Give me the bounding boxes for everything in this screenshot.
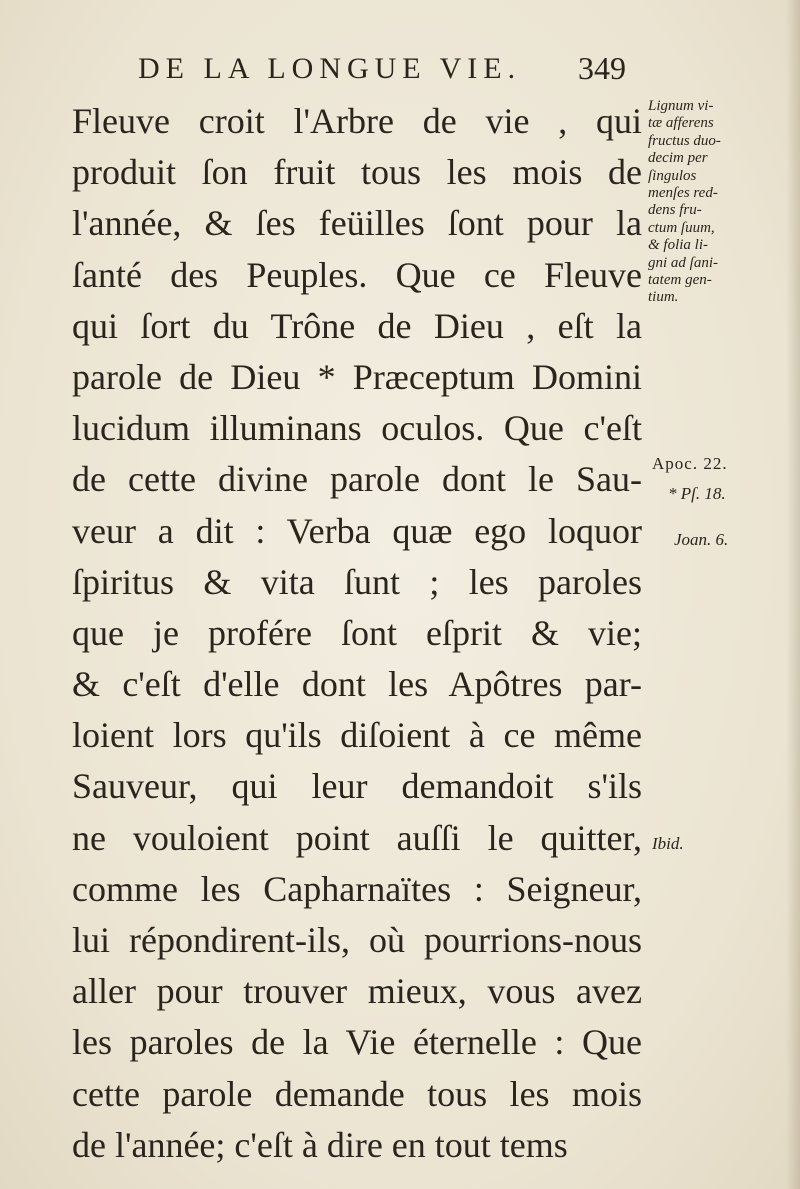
text-line: loient lors qu'ils diſoient à ce même	[72, 715, 642, 756]
text-line: cette parole demande tous les mois	[72, 1073, 642, 1114]
text-line: produit ſon fruit tous les mois de	[72, 152, 642, 193]
margin-note-line: fructus duo-	[648, 132, 721, 149]
margin-ref-apoc: Apoc. 22.	[652, 454, 728, 473]
margin-ref-ps: * Pſ. 18.	[668, 484, 726, 503]
text-line: que je profére ſont eſprit & vie;	[72, 612, 642, 653]
margin-note-line: Lignum vi-	[648, 98, 714, 114]
margin-note-line: ſingulos	[648, 167, 697, 184]
margin-note-line: dens fru-	[648, 202, 702, 219]
margin-note-line: tium.	[648, 289, 679, 306]
page-number: 349	[578, 50, 626, 86]
text-line: Sauveur, qui leur demandoit s'ils	[72, 766, 642, 807]
margin-note-line: tatem gen-	[648, 272, 712, 289]
header-title: DE LA LONGUE VIE.	[138, 52, 522, 85]
margin-note-line: ctum ſuum,	[648, 219, 715, 236]
page-edge-shadow	[786, 0, 800, 1189]
text-line: parole de Dieu * Præceptum Domini	[72, 356, 642, 397]
text-line: de cette divine parole dont le Sau-	[72, 459, 642, 500]
text-line: qui ſort du Trône de Dieu , eſt la	[72, 305, 642, 346]
text-line: ne vouloient point auſſi le quitter,	[72, 817, 642, 858]
margin-note-line: menſes red-	[648, 185, 718, 202]
text-line: ſanté des Peuples. Que ce Fleuve	[72, 254, 642, 295]
margin-note-line: & folia li-	[648, 237, 708, 254]
text-line: lucidum illuminans oculos. Que c'eſt	[72, 408, 642, 449]
margin-note	[648, 98, 768, 307]
text-line: & c'eſt d'elle dont les Apôtres par-	[72, 664, 642, 705]
text-line: l'année, & ſes feüilles ſont pour la	[72, 203, 642, 244]
text-line: veur a dit : Verba quæ ego loquor	[72, 510, 642, 551]
margin-ref-ibid: Ibid.	[652, 834, 684, 853]
margin-note-line: decim per	[648, 150, 708, 167]
margin-note-line: gni ad ſani-	[648, 254, 718, 271]
text-line: lui répondirent-ils, où pourrions-nous	[72, 920, 642, 960]
text-line: de l'année; c'eſt à dire en tout tems	[72, 1124, 568, 1165]
text-line: Fleuve croit l'Arbre de vie , qui	[72, 101, 642, 141]
text-line: les paroles de la Vie éternelle : Que	[72, 1022, 642, 1063]
text-line: comme les Capharnaïtes : Seigneur,	[72, 868, 642, 909]
main-text	[72, 96, 642, 1171]
margin-note-line: tæ afferens	[648, 115, 714, 132]
text-line: ſpiritus & vita ſunt ; les paroles	[72, 561, 642, 602]
margin-ref-joan: Joan. 6.	[674, 530, 729, 549]
running-header	[70, 50, 670, 96]
text-line: aller pour trouver mieux, vous avez	[72, 971, 642, 1012]
